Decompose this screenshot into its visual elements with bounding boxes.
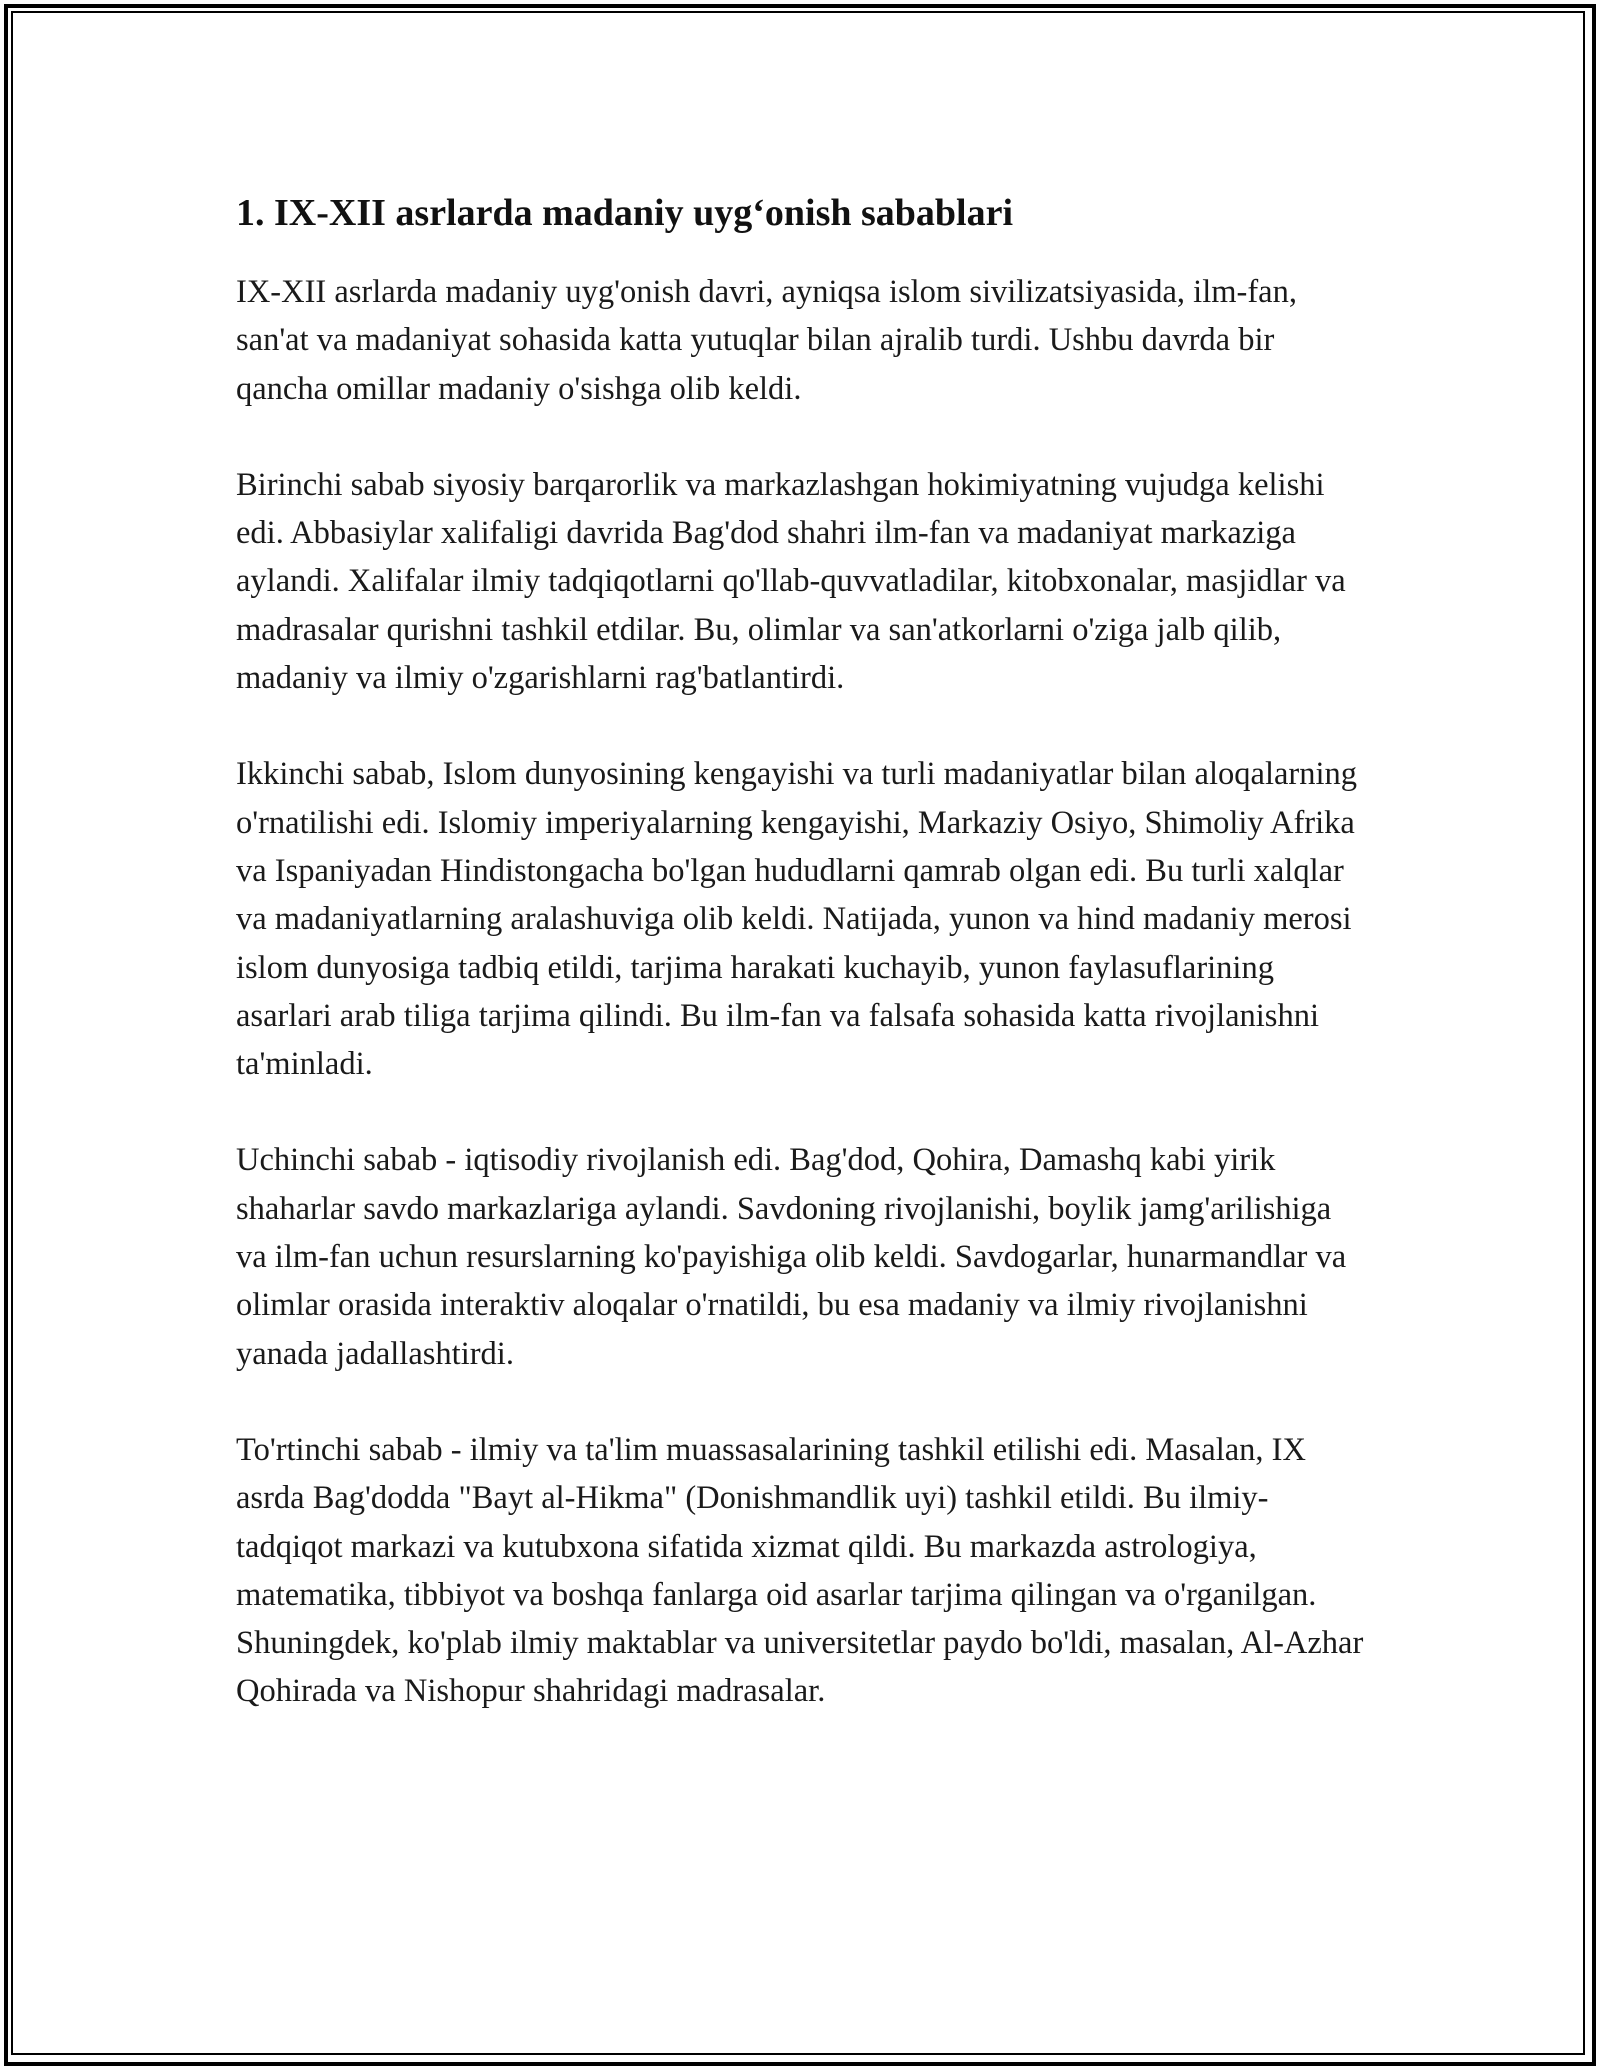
paragraph-first-reason: Birinchi sabab siyosiy barqarorlik va markazlashgan hokimiyatning vujudga kelishi edi. Abbasiylar xalifaligi davrida Bag'dod shahri ilm-fan va madaniyat markaziga aylandi. Xalifalar ilmiy tadqiqotlarni qo'llab-quvvatladilar, kitobxonalar, masjidlar va madrasalar qurishni tashkil etdilar. Bu, olimlar va san'atkorlarni o'ziga jalb qilib, madaniy va ilmiy o'zgarishlarni rag'batlantirdi. bbox=[236, 466, 1346, 697]
section-heading: 1. IX-XII asrlarda madaniy uyg‘onish sabablari bbox=[236, 192, 1014, 234]
paragraph-third-reason: Uchinchi sabab - iqtisodiy rivojlanish edi. Bag'dod, Qohira, Damashq kabi yirik shaharlar savdo markazlariga aylandi. Savdoning rivojlanishi, boylik jamg'arilishiga va ilm-fan uchun resurslarning ko'payishiga olib keldi. Savdogarlar, hunarmandlar va olimlar orasida interaktiv aloqalar o'rnatildi, bu esa madaniy va ilmiy rivojlanishni yanada jadallashtirdi. bbox=[236, 1142, 1347, 1372]
paragraph-second-reason: Ikkinchi sabab, Islom dunyosining kengayishi va turli madaniyatlar bilan aloqalarning o'rnatilishi edi. Islomiy imperiyalarning kengayishi, Markaziy Osiyo, Shimoliy Afrika va Ispaniyadan Hindistongacha bo'lgan hududlarni qamrab olgan edi. Bu turli xalqlar va madaniyatlarning aralashuviga olib keldi. Natijada, yunon va hind madaniy merosi islom dunyosiga tadbiq etildi, tarjima harakati kuchayib, yunon faylasuflarining asarlari arab tiliga tarjima qilindi. Bu ilm-fan va falsafa sohasida katta rivojlanishni ta'minladi. bbox=[236, 756, 1357, 1083]
paragraph-fourth-reason: To'rtinchi sabab - ilmiy va ta'lim muassasalarining tashkil etilishi edi. Masalan, IX asrda Bag'dodda "Bayt al-Hikma" (Donishmandlik uyi) tashkil etildi. Bu ilmiy-tadqiqot markazi va kutubxona sifatida xizmat qildi. Bu markazda astrologiya, matematika, tibbiyot va boshqa fanlarga oid asarlar tarjima qilingan va o'rganilgan. Shuningdek, ko'plab ilmiy maktablar va universitetlar paydo bo'ldi, masalan, Al-Azhar Qohirada va Nishopur shahridagi madrasalar. bbox=[236, 1431, 1364, 1710]
document-body bbox=[236, 188, 1366, 1716]
paragraph-intro: IX-XII asrlarda madaniy uyg'onish davri, ayniqsa islom sivilizatsiyasida, ilm-fan, san'at va madaniyat sohasida katta yutuqlar bilan ajralib turdi. Ushbu davrda bir qancha omillar madaniy o'sishga olib keldi. bbox=[236, 274, 1297, 407]
